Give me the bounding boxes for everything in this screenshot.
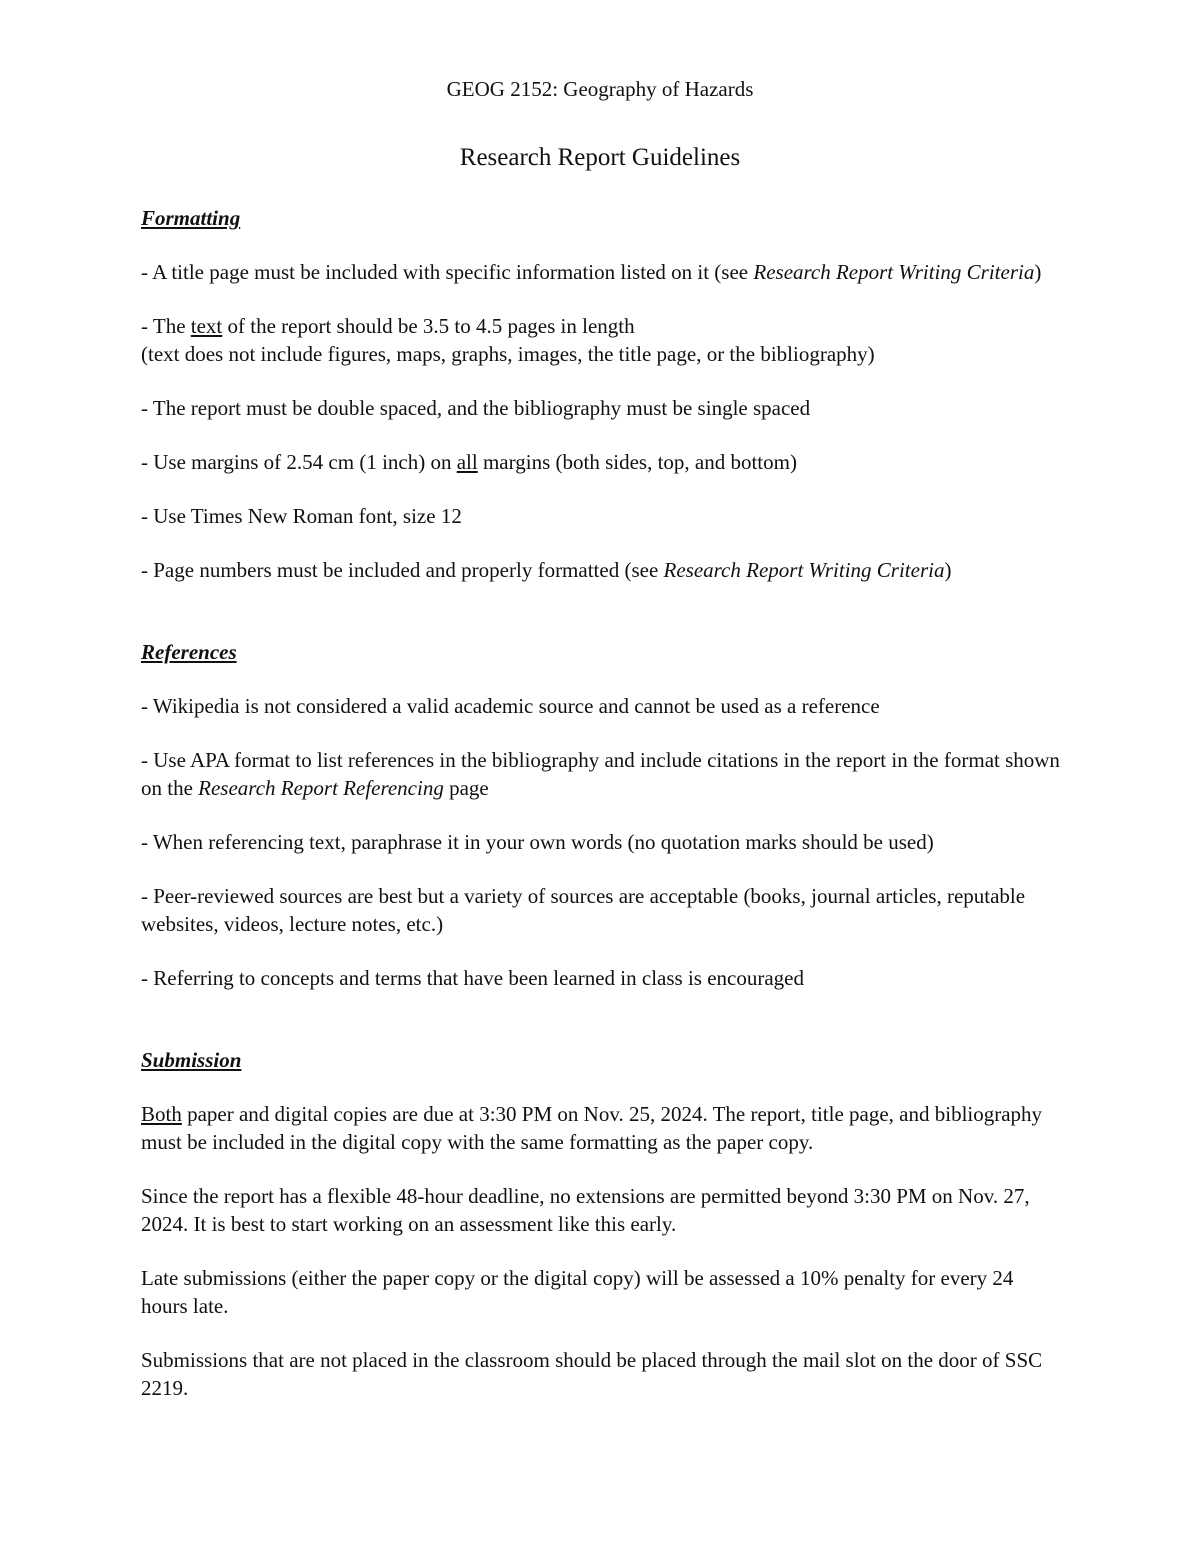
references-item-wikipedia: - Wikipedia is not considered a valid academic source and cannot be used as a reference <box>141 694 880 718</box>
references-item-apa <box>141 746 1061 802</box>
formatting-item-6-emphasis: Research Report Writing Criteria <box>663 558 945 582</box>
references-item-paraphrase: - When referencing text, paraphrase it in your own words (no quotation marks should be used) <box>141 830 934 854</box>
formatting-item-margins <box>141 448 1061 476</box>
formatting-item-6-close: ) <box>944 558 952 582</box>
formatting-item-2-rest: of the report should be 3.5 to 4.5 pages in length <box>222 314 635 338</box>
references-item-2-text: - Use APA format to list references in the bibliography and include citations in the report in the format shown on the <box>141 748 1060 800</box>
formatting-item-1-emphasis: Research Report Writing Criteria <box>753 260 1035 284</box>
formatting-item-length <box>141 312 1061 368</box>
submission-para-1-underlined: Both <box>141 1102 182 1126</box>
formatting-item-page-numbers <box>141 556 1061 584</box>
formatting-item-font: - Use Times New Roman font, size 12 <box>141 504 462 528</box>
formatting-item-2-note: (text does not include figures, maps, graphs, images, the title page, or the bibliography) <box>141 342 875 366</box>
formatting-heading: Formatting <box>141 206 241 230</box>
submission-para-mail-slot: Submissions that are not placed in the classroom should be placed through the mail slot on the door of SSC 2219. <box>141 1348 1043 1400</box>
formatting-item-6-text: - Page numbers must be included and properly formatted (see <box>141 558 664 582</box>
formatting-item-1-text: - A title page must be included with specific information listed on it (see <box>141 260 754 284</box>
references-item-concepts: - Referring to concepts and terms that have been learned in class is encouraged <box>141 966 804 990</box>
formatting-item-spacing: - The report must be double spaced, and the bibliography must be single spaced <box>141 396 811 420</box>
references-item-2-rest: page <box>443 776 489 800</box>
document-body <box>141 200 1061 1402</box>
submission-para-due <box>141 1100 1061 1156</box>
formatting-item-4-rest: margins (both sides, top, and bottom) <box>477 450 797 474</box>
formatting-item-title-page <box>141 258 1061 286</box>
formatting-item-4-text: - Use margins of 2.54 cm (1 inch) on <box>141 450 457 474</box>
formatting-item-2-text: - The <box>141 314 191 338</box>
submission-para-late: Late submissions (either the paper copy or the digital copy) will be assessed a 10% penalty for every 24 hours late. <box>141 1266 1014 1318</box>
submission-para-1-text: paper and digital copies are due at 3:30 PM on Nov. 25, 2024. The report, title page, and bibliography must be included in the digital copy with the same formatting as the paper copy. <box>141 1102 1043 1154</box>
submission-heading: Submission <box>141 1048 242 1072</box>
submission-para-deadline: Since the report has a flexible 48-hour deadline, no extensions are permitted beyond 3:30 PM on Nov. 27, 2024. It is best to start working on an assessment like this early. <box>141 1184 1030 1236</box>
formatting-item-1-close: ) <box>1034 260 1042 284</box>
references-heading: References <box>141 640 237 664</box>
page-title: Research Report Guidelines <box>459 144 741 171</box>
references-item-2-emphasis: Research Report Referencing <box>198 776 444 800</box>
formatting-item-4-underlined: all <box>456 450 478 474</box>
references-item-sources: - Peer-reviewed sources are best but a variety of sources are acceptable (books, journal articles, reputable websites, videos, lecture notes, etc.) <box>141 884 1026 936</box>
formatting-item-2-underlined: text <box>190 314 223 338</box>
course-title: GEOG 2152: Geography of Hazards <box>446 77 754 101</box>
